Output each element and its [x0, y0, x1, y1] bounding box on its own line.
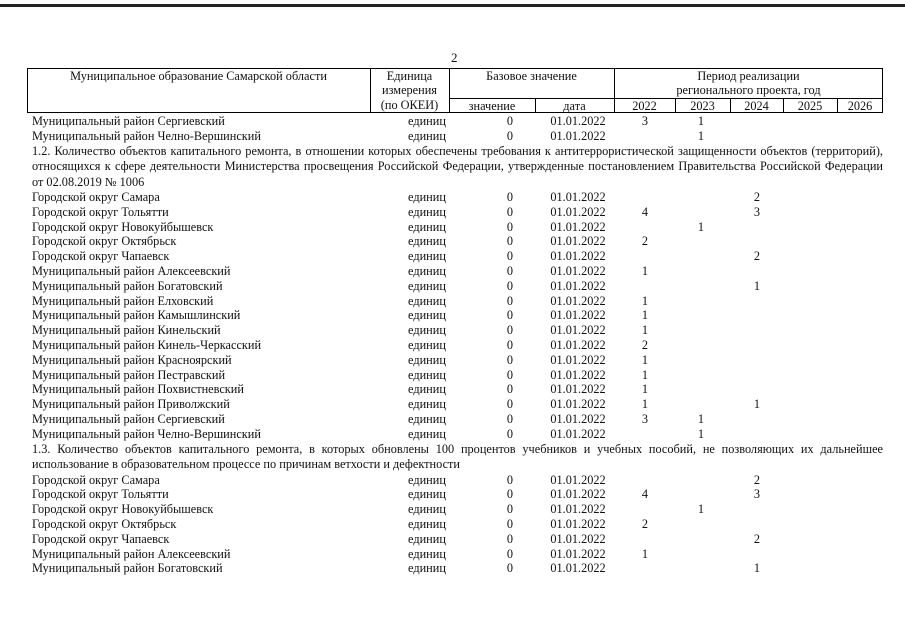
- year-value-cell: 1: [641, 352, 649, 367]
- base-value-cell: 0: [506, 308, 514, 323]
- municipality-name: Городской округ Самара: [32, 190, 160, 205]
- base-date-cell: 01.01.2022: [550, 234, 606, 249]
- table-row: [0, 234, 905, 249]
- unit-cell: единиц: [408, 502, 446, 517]
- unit-cell: единиц: [408, 204, 446, 219]
- base-value-cell: 0: [506, 293, 514, 308]
- year-value-cell: 1: [697, 502, 705, 517]
- page-number: 2: [451, 50, 458, 65]
- base-date-cell: 01.01.2022: [550, 128, 606, 143]
- municipality-name: Муниципальный район Приволжский: [32, 397, 230, 412]
- municipality-name: Муниципальный район Алексеевский: [32, 264, 231, 279]
- unit-cell: единиц: [408, 382, 446, 397]
- header-base-sub-value: значение: [468, 99, 516, 113]
- year-value-cell: 1: [697, 426, 705, 441]
- unit-cell: единиц: [408, 190, 446, 205]
- table-row: [0, 561, 905, 576]
- municipality-name: Муниципальный район Похвистневский: [32, 382, 244, 397]
- base-value-cell: 0: [506, 128, 514, 143]
- table-row: [0, 517, 905, 532]
- header-municipality: Муниципальное образование Самарской области: [70, 69, 327, 83]
- table-row: [0, 129, 905, 144]
- municipality-name: Муниципальный район Богатовский: [32, 278, 223, 293]
- unit-cell: единиц: [408, 264, 446, 279]
- year-value-cell: 1: [641, 546, 649, 561]
- base-date-cell: 01.01.2022: [550, 412, 606, 427]
- base-date-cell: 01.01.2022: [550, 517, 606, 532]
- table-row: [0, 427, 905, 442]
- municipality-name: Муниципальный район Кинельский: [32, 323, 221, 338]
- municipality-name: Городской округ Чапаевск: [32, 531, 170, 546]
- header-period-line2: регионального проекта, год: [676, 83, 821, 97]
- base-date-cell: 01.01.2022: [550, 308, 606, 323]
- municipality-name: Муниципальный район Камышлинский: [32, 308, 241, 323]
- table-row: [0, 249, 905, 264]
- header-unit-line2: измерения: [382, 83, 437, 97]
- base-value-cell: 0: [506, 546, 514, 561]
- base-date-cell: 01.01.2022: [550, 531, 606, 546]
- base-value-cell: 0: [506, 219, 514, 234]
- base-value-cell: 0: [506, 472, 514, 487]
- unit-cell: единиц: [408, 412, 446, 427]
- base-date-cell: 01.01.2022: [550, 293, 606, 308]
- table-row: [0, 412, 905, 427]
- table-row: [0, 353, 905, 368]
- unit-cell: единиц: [408, 278, 446, 293]
- base-date-cell: 01.01.2022: [550, 338, 606, 353]
- year-value-cell: 1: [753, 561, 761, 576]
- year-value-cell: 2: [641, 517, 649, 532]
- unit-cell: единиц: [408, 249, 446, 264]
- unit-cell: единиц: [408, 128, 446, 143]
- year-value-cell: 1: [641, 397, 649, 412]
- year-value-cell: 3: [753, 204, 761, 219]
- table-row: [0, 502, 905, 517]
- base-date-cell: 01.01.2022: [550, 397, 606, 412]
- base-date-cell: 01.01.2022: [550, 382, 606, 397]
- header-year: 2025: [797, 99, 823, 113]
- base-value-cell: 0: [506, 190, 514, 205]
- unit-cell: единиц: [408, 114, 446, 128]
- base-value-cell: 0: [506, 367, 514, 382]
- base-value-cell: 0: [506, 338, 514, 353]
- municipality-name: Городской округ Тольятти: [32, 487, 169, 502]
- year-value-cell: 2: [753, 472, 761, 487]
- base-value-cell: 0: [506, 352, 514, 367]
- unit-cell: единиц: [408, 426, 446, 441]
- unit-cell: единиц: [408, 367, 446, 382]
- table-row: [0, 547, 905, 562]
- base-date-cell: 01.01.2022: [550, 204, 606, 219]
- year-value-cell: 2: [753, 190, 761, 205]
- year-value-cell: 2: [753, 531, 761, 546]
- year-value-cell: 3: [753, 487, 761, 502]
- header-unit-line3: (по ОКЕИ): [380, 98, 439, 112]
- unit-cell: единиц: [408, 531, 446, 546]
- unit-cell: единиц: [408, 472, 446, 487]
- base-value-cell: 0: [506, 531, 514, 546]
- base-date-cell: 01.01.2022: [550, 487, 606, 502]
- unit-cell: единиц: [408, 219, 446, 234]
- municipality-name: Городской округ Новокуйбышевск: [32, 502, 214, 517]
- base-value-cell: 0: [506, 502, 514, 517]
- municipality-name: Городской округ Октябрьск: [32, 517, 177, 532]
- municipality-name: Муниципальный район Пестравский: [32, 367, 226, 382]
- year-value-cell: 1: [641, 323, 649, 338]
- header-year: 2022: [632, 99, 657, 113]
- table-row: [0, 190, 905, 205]
- unit-cell: единиц: [408, 293, 446, 308]
- municipality-name: Городской округ Чапаевск: [32, 249, 170, 264]
- municipality-name: Городской округ Тольятти: [32, 204, 169, 219]
- year-value-cell: 1: [641, 382, 649, 397]
- municipality-name: Муниципальный район Алексеевский: [32, 546, 231, 561]
- base-date-cell: 01.01.2022: [550, 426, 606, 441]
- base-date-cell: 01.01.2022: [550, 323, 606, 338]
- table-row: [0, 532, 905, 547]
- year-value-cell: 1: [641, 264, 649, 279]
- municipality-name: Муниципальный район Сергиевский: [32, 114, 225, 128]
- base-date-cell: 01.01.2022: [550, 502, 606, 517]
- base-date-cell: 01.01.2022: [550, 352, 606, 367]
- table-body: [0, 114, 905, 576]
- base-value-cell: 0: [506, 114, 514, 128]
- table-row: [0, 294, 905, 309]
- table-row: [0, 114, 905, 129]
- base-value-cell: 0: [506, 204, 514, 219]
- table-row: [0, 382, 905, 397]
- year-value-cell: 1: [641, 308, 649, 323]
- base-value-cell: 0: [506, 249, 514, 264]
- municipality-name: Городской округ Самара: [32, 472, 160, 487]
- year-value-cell: 1: [641, 293, 649, 308]
- year-value-cell: 4: [641, 204, 649, 219]
- header-year: 2026: [847, 99, 873, 113]
- header-unit-line1: Единица: [386, 69, 433, 83]
- year-value-cell: 1: [697, 412, 705, 427]
- table-row: [0, 220, 905, 235]
- base-date-cell: 01.01.2022: [550, 278, 606, 293]
- unit-cell: единиц: [408, 546, 446, 561]
- unit-cell: единиц: [408, 323, 446, 338]
- year-value-cell: 3: [641, 412, 649, 427]
- base-date-cell: 01.01.2022: [550, 367, 606, 382]
- table-header: [27, 68, 883, 113]
- base-value-cell: 0: [506, 382, 514, 397]
- year-value-cell: 1: [697, 128, 705, 143]
- municipality-name: Муниципальный район Кинель-Черкасский: [32, 338, 262, 353]
- unit-cell: единиц: [408, 517, 446, 532]
- base-value-cell: 0: [506, 278, 514, 293]
- unit-cell: единиц: [408, 487, 446, 502]
- municipality-name: Муниципальный район Сергиевский: [32, 412, 225, 427]
- top-border-line: [0, 4, 905, 7]
- section-heading: 1.3. Количество объектов капитального ремонта, в которых обновлены 100 процентов учебников и учебных пособий, не позволяющих их дальнейшее использование в образовательном процессе по причинам ветхости и дефектности: [32, 441, 883, 472]
- year-value-cell: 2: [753, 249, 761, 264]
- base-value-cell: 0: [506, 412, 514, 427]
- year-value-cell: 3: [641, 114, 649, 128]
- year-value-cell: 1: [697, 219, 705, 234]
- year-value-cell: 4: [641, 487, 649, 502]
- year-value-cell: 1: [753, 397, 761, 412]
- base-date-cell: 01.01.2022: [550, 264, 606, 279]
- base-value-cell: 0: [506, 397, 514, 412]
- base-value-cell: 0: [506, 517, 514, 532]
- table-row: [0, 323, 905, 338]
- year-value-cell: 1: [753, 278, 761, 293]
- header-base-sub-date: дата: [563, 99, 586, 113]
- base-value-cell: 0: [506, 323, 514, 338]
- header-period-line1: Период реализации: [697, 69, 800, 83]
- municipality-name: Муниципальный район Челно-Вершинский: [32, 128, 261, 143]
- base-value-cell: 0: [506, 426, 514, 441]
- year-value-cell: 2: [641, 234, 649, 249]
- municipality-name: Муниципальный район Богатовский: [32, 561, 223, 576]
- base-date-cell: 01.01.2022: [550, 561, 606, 576]
- base-date-cell: 01.01.2022: [550, 472, 606, 487]
- table-row: [0, 397, 905, 412]
- table-row: [0, 368, 905, 383]
- unit-cell: единиц: [408, 234, 446, 249]
- year-value-cell: 1: [697, 114, 705, 128]
- unit-cell: единиц: [408, 352, 446, 367]
- year-value-cell: 2: [641, 338, 649, 353]
- header-year: 2023: [690, 99, 715, 113]
- table-row: [0, 205, 905, 220]
- section-heading: 1.2. Количество объектов капитального ремонта, в отношении которых обеспечены требования к антитеррористической защищенности объектов (территорий), относящихся к сфере деятельности Министерства просвещения Российской Федерации, утвержденные постановлением Правительства Российской Федерации от 02.08.2019 № 1006: [32, 143, 883, 189]
- base-value-cell: 0: [506, 264, 514, 279]
- unit-cell: единиц: [408, 561, 446, 576]
- municipality-name: Городской округ Октябрьск: [32, 234, 177, 249]
- base-value-cell: 0: [506, 487, 514, 502]
- table-row: [0, 264, 905, 279]
- unit-cell: единиц: [408, 308, 446, 323]
- header-base-value: Базовое значение: [486, 69, 577, 83]
- base-date-cell: 01.01.2022: [550, 114, 606, 128]
- municipality-name: Муниципальный район Елховский: [32, 293, 214, 308]
- base-value-cell: 0: [506, 561, 514, 576]
- table-row: [0, 338, 905, 353]
- table-row: [0, 279, 905, 294]
- base-date-cell: 01.01.2022: [550, 249, 606, 264]
- header-year: 2024: [744, 99, 769, 113]
- unit-cell: единиц: [408, 338, 446, 353]
- table-row: [0, 487, 905, 502]
- municipality-name: Муниципальный район Челно-Вершинский: [32, 426, 261, 441]
- base-value-cell: 0: [506, 234, 514, 249]
- unit-cell: единиц: [408, 397, 446, 412]
- base-date-cell: 01.01.2022: [550, 219, 606, 234]
- table-row: [0, 308, 905, 323]
- base-date-cell: 01.01.2022: [550, 546, 606, 561]
- year-value-cell: 1: [641, 367, 649, 382]
- base-date-cell: 01.01.2022: [550, 190, 606, 205]
- municipality-name: Муниципальный район Красноярский: [32, 352, 232, 367]
- municipality-name: Городской округ Новокуйбышевск: [32, 219, 214, 234]
- table-row: [0, 473, 905, 488]
